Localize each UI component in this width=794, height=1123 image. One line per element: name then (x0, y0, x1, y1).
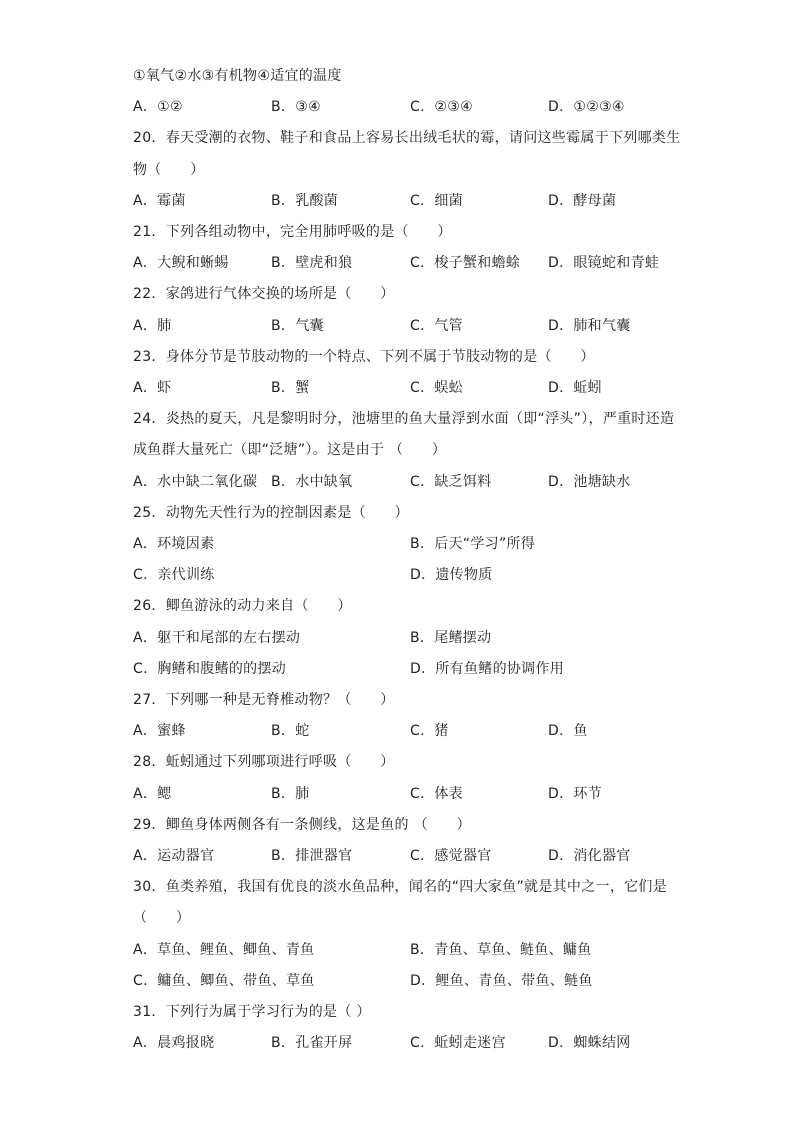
question-text: 27．下列哪一种是无脊椎动物？（ ） (133, 692, 395, 708)
answer-option: C．猪 (410, 723, 449, 739)
answer-option: C．梭子蟹和蟾蜍 (410, 255, 521, 271)
answer-option: A．虾 (133, 380, 172, 396)
answer-option: B．壁虎和狼 (271, 255, 353, 271)
answer-option: A．躯干和尾部的左右摆动 (133, 630, 301, 646)
answer-option: B．尾鳍摆动 (410, 630, 492, 646)
answer-option: B．气囊 (271, 318, 324, 334)
question-text: 20．春天受潮的衣物、鞋子和食品上容易长出绒毛状的霉，请问这些霉属于下列哪类生 (133, 130, 681, 146)
answer-option: C．胸鳍和腹鳍的的摆动 (133, 661, 287, 677)
answer-option: A．运动器官 (133, 848, 215, 864)
answer-option: A．鳃 (133, 786, 172, 802)
answer-option: A．大鲵和蜥蜴 (133, 255, 229, 271)
question-text: 30．鱼类养殖，我国有优良的淡水鱼品种，闻名的“四大家鱼”就是其中之一，它们是 (133, 879, 668, 895)
answer-option: D．蜘蛛结网 (548, 1035, 631, 1051)
answer-option: C．缺乏饵料 (410, 474, 492, 490)
question-text: 24．炎热的夏天，凡是黎明时分，池塘里的鱼大量浮到水面（即“浮头”），严重时还造 (133, 411, 675, 427)
answer-option: D．鲤鱼、青鱼、带鱼、鲢鱼 (410, 973, 593, 989)
answer-option: D．所有鱼鳍的协调作用 (410, 661, 565, 677)
answer-option: D．消化器官 (548, 848, 631, 864)
answer-option: A．霉菌 (133, 193, 186, 209)
answer-option: B．蛇 (271, 723, 310, 739)
answer-option: B．③④ (271, 99, 321, 115)
answer-option: D．酵母菌 (548, 193, 617, 209)
answer-option: A．草鱼、鲤鱼、鲫鱼、青鱼 (133, 942, 315, 958)
question-text: 23．身体分节是节肢动物的一个特点、下列不属于节肢动物的是（ ） (133, 349, 595, 365)
answer-option: D．蚯蚓 (548, 380, 602, 396)
answer-option: C．气管 (410, 318, 463, 334)
answer-option: B．蟹 (271, 380, 310, 396)
answer-option: C．亲代训练 (133, 567, 215, 583)
answer-option: A．水中缺二氧化碳 (133, 474, 258, 490)
answer-option: A．肺 (133, 318, 172, 334)
answer-option: D．鱼 (548, 723, 588, 739)
answer-option: C．蚯蚓走迷宫 (410, 1035, 506, 1051)
answer-option: A．蜜蜂 (133, 723, 186, 739)
answer-option: A．环境因素 (133, 536, 215, 552)
answer-option: C．细菌 (410, 193, 463, 209)
answer-option: D．池塘缺水 (548, 474, 631, 490)
answer-option: D．眼镜蛇和青蛙 (548, 255, 660, 271)
answer-option: B．后天“学习”所得 (410, 536, 536, 552)
question-text: （ ） (133, 910, 191, 926)
question-text: 物（ ） (133, 162, 205, 178)
answer-option: A．晨鸡报晓 (133, 1035, 215, 1051)
answer-option: D．环节 (548, 786, 602, 802)
question-text: 成鱼群大量死亡（即“泛塘”）。这是由于 （ ） (133, 442, 447, 458)
question-text: ①氧气②水③有机物④适宜的温度 (133, 68, 342, 84)
answer-option: B．排泄器官 (271, 848, 353, 864)
answer-option: B．肺 (271, 786, 310, 802)
answer-option: C．感觉器官 (410, 848, 492, 864)
answer-option: D．肺和气囊 (548, 318, 631, 334)
question-text: 29．鲫鱼身体两侧各有一条侧线，这是鱼的 （ ） (133, 817, 471, 833)
question-text: 22．家鸽进行气体交换的场所是（ ） (133, 286, 395, 302)
answer-option: C．蜈蚣 (410, 380, 463, 396)
answer-option: D．遗传物质 (410, 567, 493, 583)
answer-option: C．②③④ (410, 99, 473, 115)
answer-option: B．水中缺氧 (271, 474, 353, 490)
question-text: 28．蚯蚓通过下列哪项进行呼吸（ ） (133, 754, 395, 770)
answer-option: C．鳙鱼、鲫鱼、带鱼、草鱼 (133, 973, 315, 989)
question-text: 21．下列各组动物中，完全用肺呼吸的是（ ） (133, 224, 452, 240)
answer-option: B．孔雀开屏 (271, 1035, 353, 1051)
question-text: 25．动物先天性行为的控制因素是（ ） (133, 505, 409, 521)
answer-option: B．青鱼、草鱼、鲢鱼、鳙鱼 (410, 942, 592, 958)
answer-option: D．①②③④ (548, 99, 625, 115)
answer-option: B．乳酸菌 (271, 193, 339, 209)
question-text: 26．鲫鱼游泳的动力来自（ ） (133, 598, 352, 614)
answer-option: C．体表 (410, 786, 463, 802)
question-text: 31．下列行为属于学习行为的是（ ） (133, 1004, 371, 1020)
answer-option: A．①② (133, 99, 183, 115)
